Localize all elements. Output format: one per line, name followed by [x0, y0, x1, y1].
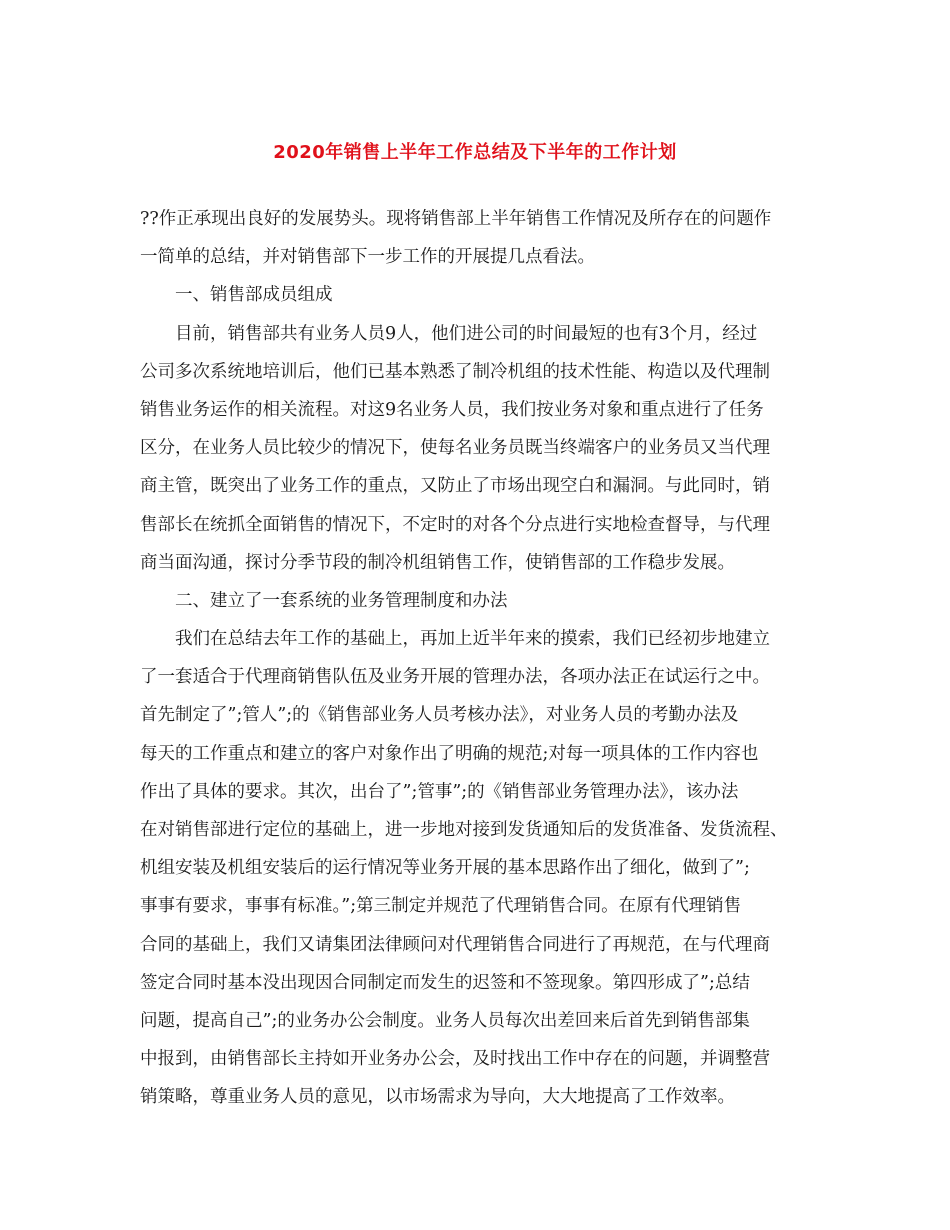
body-line: 我们在总结去年工作的基础上，再加上近半年来的摸索，我们已经初步地建立 — [175, 629, 770, 650]
body-line: 销售业务运作的相关流程。对这9名业务人员，我们按业务对象和重点进行了任务 — [140, 399, 764, 420]
body-line: ??作正承现出良好的发展势头。现将销售部上半年销售工作情况及所存在的问题作 — [140, 209, 772, 229]
body-line: 中报到，由销售部长主持如开业务办公会，及时找出工作中存在的问题，并调整营 — [140, 1049, 770, 1070]
document-title: 2020年销售上半年工作总结及下半年的工作计划 — [273, 142, 677, 163]
body-line: 区分，在业务人员比较少的情况下，使每名业务员既当终端客户的业务员又当代理 — [140, 438, 770, 459]
body-line: 售部长在统抓全面销售的情况下，不定时的对各个分点进行实地检查督导，与代理 — [140, 514, 770, 535]
body-line: 商主管，既突出了业务工作的重点，又防止了市场出现空白和漏洞。与此同时，销 — [140, 476, 770, 497]
body-line: 了一套适合于代理商销售队伍及业务开展的管理办法，各项办法正在试运行之中。 — [140, 667, 770, 688]
body-line: 每天的工作重点和建立的客户对象作出了明确的规范;对每一项具体的工作内容也 — [140, 743, 759, 764]
body-line: 销策略，尊重业务人员的意见，以市场需求为导向，大大地提高了工作效率。 — [140, 1087, 735, 1108]
document-body — [140, 200, 820, 1117]
body-line: 二、建立了一套系统的业务管理制度和办法 — [175, 590, 508, 611]
body-line: 商当面沟通，探讨分季节段的制冷机组销售工作，使销售部的工作稳步发展。 — [140, 552, 735, 573]
body-line: 事事有要求，事事有标准。”;第三制定并规范了代理销售合同。在原有代理销售 — [140, 896, 742, 917]
body-line: 问题，提高自己”;的业务办公会制度。业务人员每次出差回来后首先到销售部集 — [140, 1010, 750, 1031]
body-line: 签定合同时基本没出现因合同制定而发生的迟签和不签现象。第四形成了”;总结 — [140, 972, 750, 993]
body-line: 一、销售部成员组成 — [175, 285, 333, 306]
body-line: 公司多次系统地培训后，他们已基本熟悉了制冷机组的技术性能、构造以及代理制 — [140, 361, 770, 382]
body-line: 首先制定了”;管人”;的《销售部业务人员考核办法》，对业务人员的考勤办法及 — [140, 705, 739, 726]
body-line: 目前，销售部共有业务人员9人，他们进公司的时间最短的也有3个月，经过 — [175, 323, 758, 344]
body-line: 作出了具体的要求。其次，出台了”;管事”;的《销售部业务管理办法》，该办法 — [140, 781, 739, 802]
body-line: 一简单的总结，并对销售部下一步工作的开展提几点看法。 — [140, 247, 595, 268]
body-line: 机组安装及机组安装后的运行情况等业务开展的基本思路作出了细化，做到了”; — [140, 858, 750, 879]
body-line: 在对销售部进行定位的基础上，进一步地对接到发货通知后的发货准备、发货流程、 — [140, 820, 788, 840]
body-line: 合同的基础上，我们又请集团法律顾问对代理销售合同进行了再规范，在与代理商 — [140, 934, 770, 955]
